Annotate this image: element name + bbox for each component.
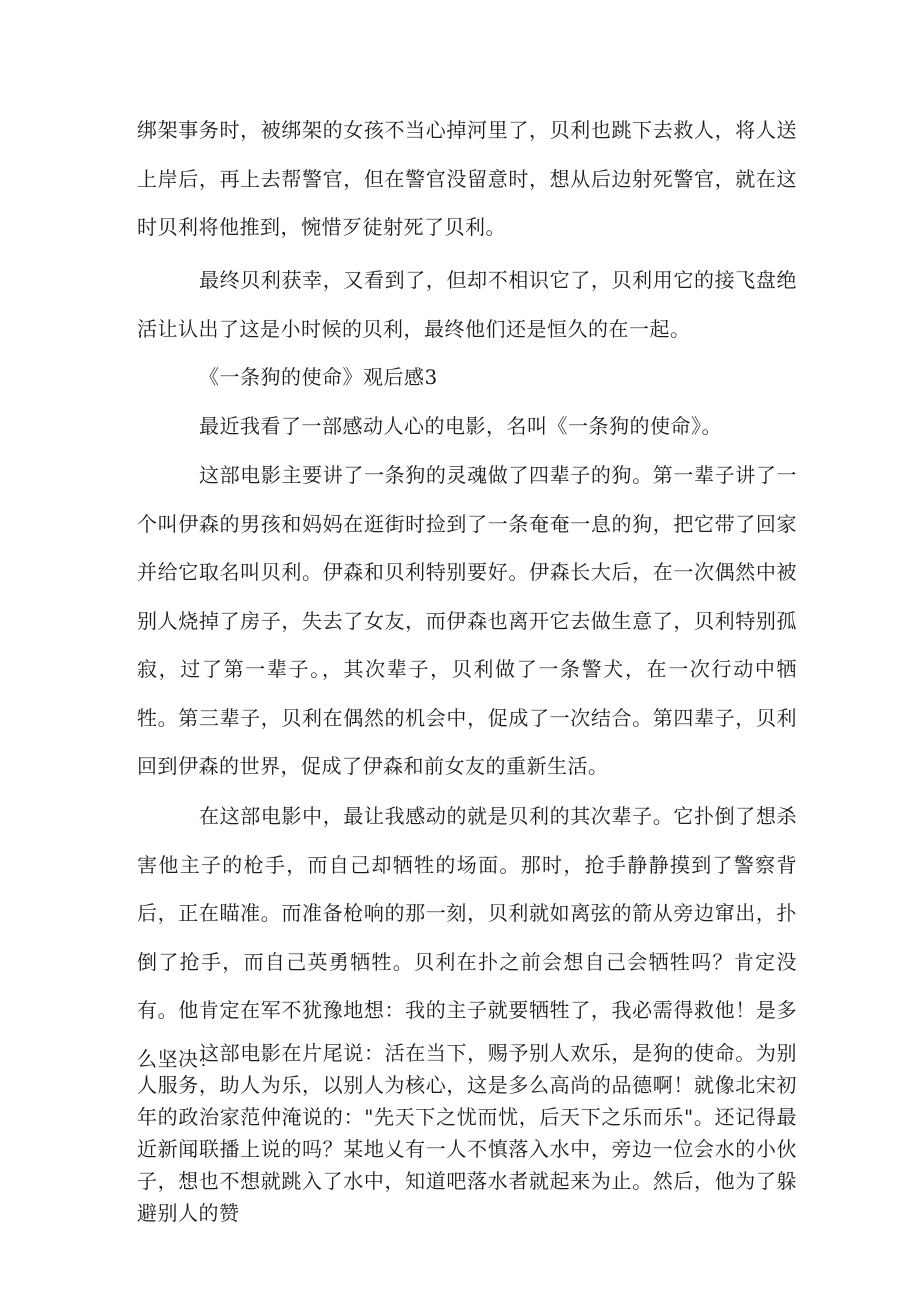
paragraph-most-moving: 在这部电影中，最让我感动的就是贝利的其次辈子。它扑倒了想杀害他主子的枪手，而自己却牺牲的场面。那时，抢手静静摸到了警察背后，正在瞄准。而准备枪响的那一刻，贝利就如离弦的箭从旁边窜出，扑倒了抢手，而自己英勇牺牲。贝利在扑之前会想自己会牺牲吗？肯定没有。他肯定在军不犹豫地想：我的主子就要牺牲了，我必需得救他！是多么坚决！: [137, 804, 797, 1071]
paragraph-kidnapping-rescue: 绑架事务时，被绑架的女孩不当心掉河里了，贝利也跳下去救人，将人送上岸后，再上去帮警官，但在警官没留意时，想从后边射死警官，就在这时贝利将他推到，惋惜歹徒射死了贝利。: [137, 118, 797, 239]
paragraph-film-ending: 这部电影在片尾说：活在当下，赐予别人欢乐，是狗的使命。为别人服务，助人为乐，以别人为核心，这是多么高尚的品德啊！就像北宋初年的政治家范仲淹说的："先天下之忧而忧，后天下之乐而乐"。还记得最近新闻联播上说的吗？某地乂有一人不慎落入水中，旁边一位会水的小伙子，想也不想就跳入了水中，知道吧落水者就起来为止。然后，他为了躲避别人的赞: [137, 1041, 797, 1225]
paragraph-plot-summary: 这部电影主要讲了一条狗的灵魂做了四辈子的狗。第一辈子讲了一个叫伊森的男孩和妈妈在逛街时捡到了一条奄奄一息的狗，把它带了回家并给它取名叫贝利。伊森和贝利特别要好。伊森长大后，在一次偶然中被别人烧掉了房子，失去了女友，而伊森也离开它去做生意了，贝利特别孤寂，过了第一辈子。，其次辈子，贝利做了一条警犬，在一次行动中牺牲。第三辈子，贝利在偶然的机会中，促成了一次结合。第四辈子，贝利回到伊森的世界，促成了伊森和前女友的重新生活。: [137, 463, 797, 778]
paragraph-reunion: 最终贝利获幸，又看到了，但却不相识它了，贝利用它的接飞盘绝活让认出了这是小时候的贝利，最终他们还是恒久的在一起。: [137, 268, 797, 341]
section-heading: 《一条狗的使命》观后感3: [199, 365, 438, 389]
paragraph-intro: 最近我看了一部感动人心的电影，名叫《一条狗的使命》。: [199, 414, 722, 438]
